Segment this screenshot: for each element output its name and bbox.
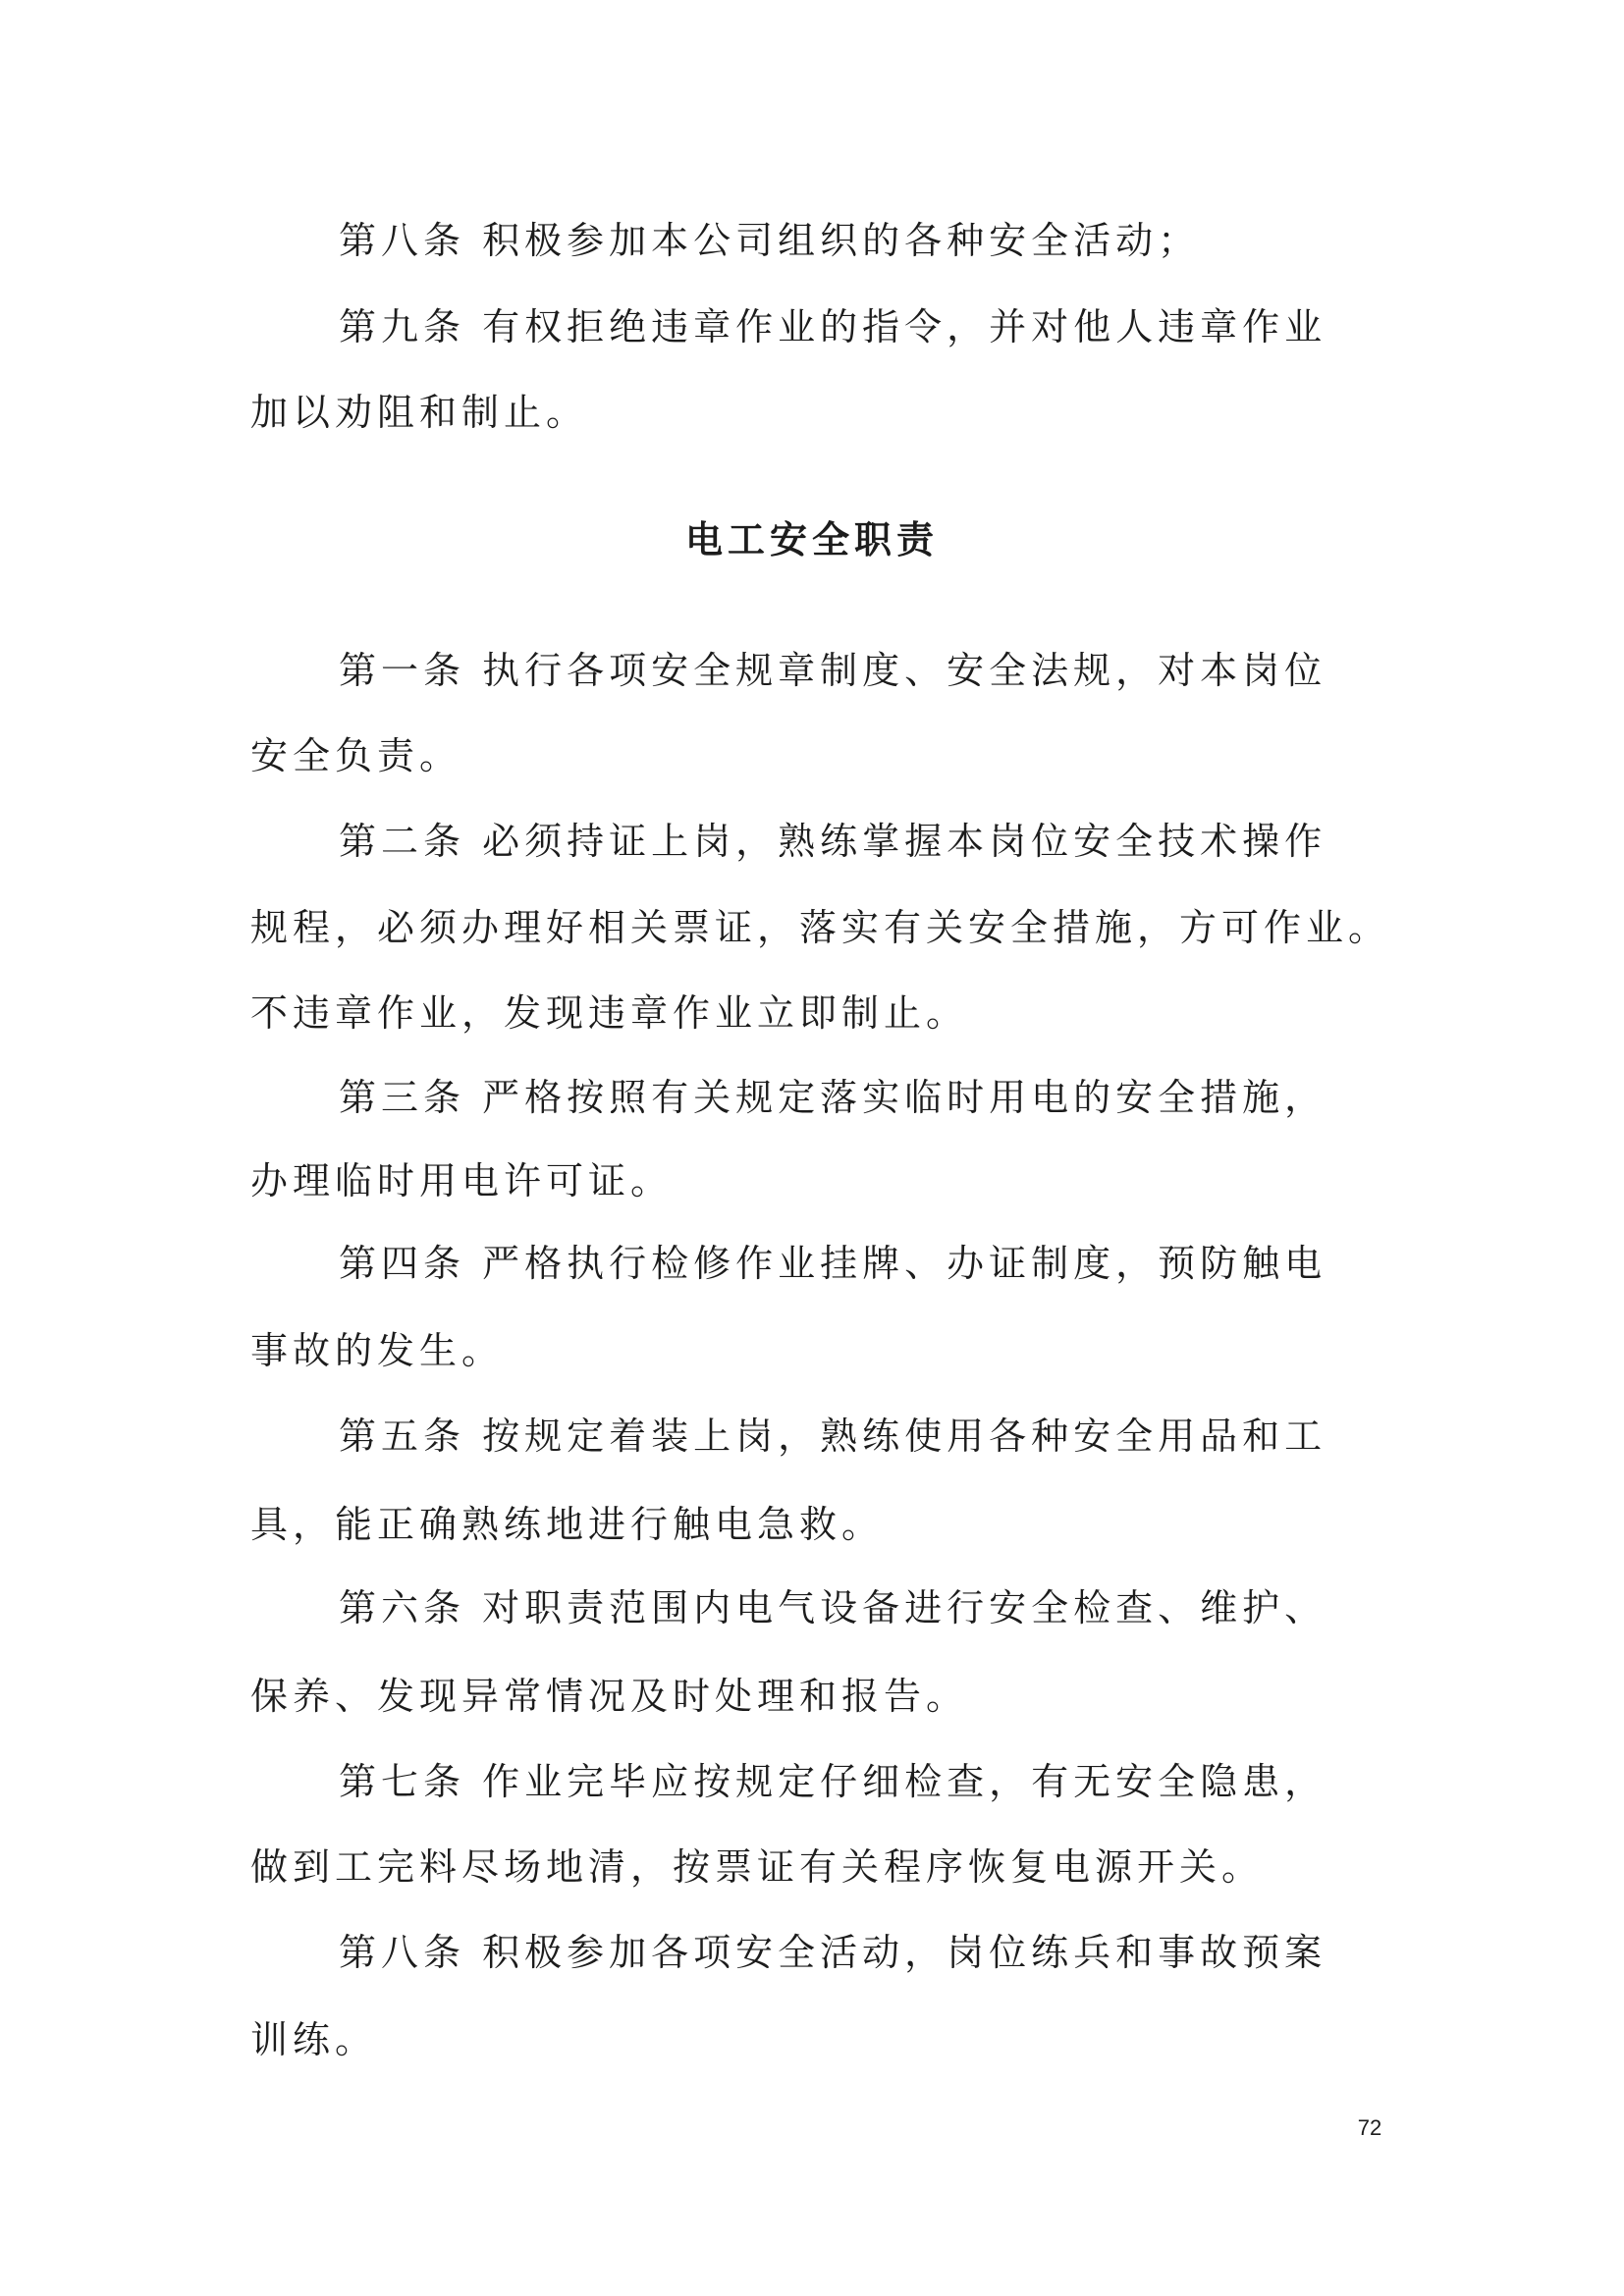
article-6-line-2: 保养、发现异常情况及时处理和报告。 bbox=[250, 1675, 969, 1718]
article-6-line-1: 第六条 对职责范围内电气设备进行安全检查、维护、 bbox=[339, 1586, 1327, 1629]
article-2-line-1: 第二条 必须持证上岗，熟练掌握本岗位安全技术操作 bbox=[339, 820, 1327, 863]
article-5-line-1: 第五条 按规定着装上岗，熟练使用各种安全用品和工 bbox=[339, 1415, 1327, 1458]
article-3-line-2: 办理临时用电许可证。 bbox=[250, 1159, 674, 1202]
page-number: 72 bbox=[1357, 2115, 1382, 2140]
article-9-line-1: 第九条 有权拒绝违章作业的指令，并对他人违章作业 bbox=[339, 305, 1327, 348]
article-8-line-1: 第八条 积极参加本公司组织的各种安全活动； bbox=[339, 219, 1201, 262]
article-8-line-1: 第八条 积极参加各项安全活动，岗位练兵和事故预案 bbox=[339, 1931, 1327, 1974]
article-1-line-1: 第一条 执行各项安全规章制度、安全法规，对本岗位 bbox=[339, 649, 1327, 692]
article-1-line-2: 安全负责。 bbox=[250, 734, 462, 777]
article-7-line-1: 第七条 作业完毕应按规定仔细检查，有无安全隐患， bbox=[339, 1760, 1327, 1803]
article-4-line-1: 第四条 严格执行检修作业挂牌、办证制度，预防触电 bbox=[339, 1242, 1327, 1285]
article-7-line-2: 做到工完料尽场地清，按票证有关程序恢复电源开关。 bbox=[250, 1845, 1265, 1889]
article-2-line-3: 不违章作业，发现违章作业立即制止。 bbox=[250, 991, 969, 1035]
article-5-line-2: 具，能正确熟练地进行触电急救。 bbox=[250, 1503, 885, 1546]
article-2-line-2: 规程，必须办理好相关票证，落实有关安全措施，方可作业。 bbox=[250, 906, 1391, 949]
article-9-line-2: 加以劝阻和制止。 bbox=[250, 391, 589, 434]
article-4-line-2: 事故的发生。 bbox=[250, 1329, 505, 1372]
article-8-line-2: 训练。 bbox=[250, 2018, 378, 2061]
article-3-line-1: 第三条 严格按照有关规定落实临时用电的安全措施， bbox=[339, 1076, 1327, 1119]
section-title: 电工安全职责 bbox=[684, 517, 939, 561]
